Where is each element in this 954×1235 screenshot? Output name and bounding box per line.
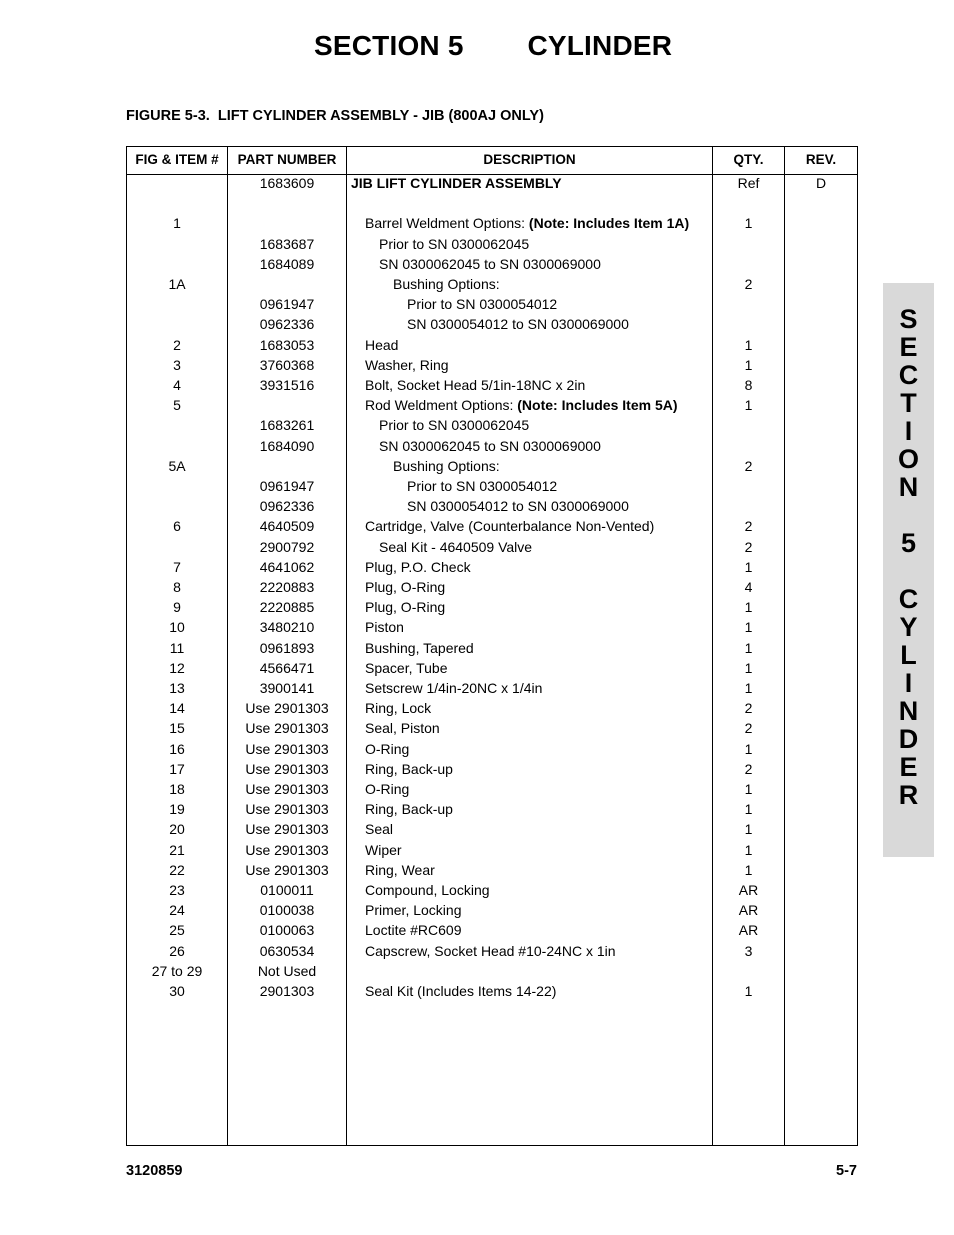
fig-item-cell: 6 xyxy=(173,518,181,535)
part-number-cell: 0100011 xyxy=(260,882,314,898)
description-text: SN 0300054012 to SN 0300069000 xyxy=(407,498,629,515)
description-text: Bolt, Socket Head 5/1in-18NC x 2in xyxy=(365,377,586,393)
quantity-cell: 3 xyxy=(744,942,753,959)
fig-item-cell: 16 xyxy=(169,740,185,757)
quantity-cell: AR xyxy=(738,902,759,919)
table-row xyxy=(127,759,857,779)
fig-item-cell: 17 xyxy=(169,760,185,777)
part-number-cell: 0961893 xyxy=(259,639,315,656)
description-cell xyxy=(365,718,440,738)
description-cell xyxy=(365,355,449,375)
description-text: Ring, Wear xyxy=(365,861,435,878)
description-text: Prior to SN 0300062045 xyxy=(379,417,530,434)
fig-item-cell: 7 xyxy=(173,558,181,575)
column-header-part-number: PART NUMBER xyxy=(237,152,337,167)
fig-item-cell: 19 xyxy=(169,801,185,818)
table-row xyxy=(127,516,857,536)
part-number-cell: 3900141 xyxy=(259,680,315,696)
description-cell xyxy=(365,516,654,536)
table-row xyxy=(127,395,857,415)
side-tab-letter: I xyxy=(904,416,913,446)
description-text: Prior to SN 0300054012 xyxy=(407,296,558,313)
side-tab-letter: T xyxy=(900,388,917,418)
quantity-cell: 1 xyxy=(744,841,753,858)
quantity-cell: 1 xyxy=(744,599,753,616)
quantity-cell: 2 xyxy=(744,457,753,474)
fig-item-cell: 1A xyxy=(168,276,186,292)
table-row xyxy=(127,900,857,920)
description-cell xyxy=(407,476,557,496)
fig-item-cell: 23 xyxy=(169,882,185,898)
description-text: Loctite #RC609 xyxy=(365,922,462,939)
description-cell xyxy=(365,739,409,759)
fig-item-cell: 20 xyxy=(169,821,185,838)
part-number-cell: 0630534 xyxy=(259,942,315,959)
fig-item-cell: 13 xyxy=(169,680,185,696)
description-text: Seal Kit - 4640509 Valve xyxy=(379,538,533,555)
table-row xyxy=(127,254,857,274)
fig-item-cell: 3 xyxy=(173,356,181,373)
quantity-cell: 1 xyxy=(744,356,753,373)
quantity-cell: 1 xyxy=(744,215,753,232)
fig-item-cell: 10 xyxy=(169,619,185,636)
part-number-cell: 1684089 xyxy=(259,255,315,272)
part-number-cell: 0962336 xyxy=(259,498,315,515)
part-number-cell: Use 2901303 xyxy=(245,781,329,797)
description-text: Bushing, Tapered xyxy=(365,639,474,656)
description-text: Prior to SN 0300054012 xyxy=(407,478,558,494)
description-text: Spacer, Tube xyxy=(365,659,448,676)
table-row xyxy=(127,436,857,456)
description-cell xyxy=(407,314,629,334)
description-note: (Note: Includes Item 5A) xyxy=(517,397,678,414)
description-cell xyxy=(365,819,393,839)
quantity-cell: AR xyxy=(738,882,759,898)
description-cell xyxy=(379,254,601,274)
table-row xyxy=(127,819,857,839)
side-tab-letter: 5 xyxy=(900,528,917,558)
part-number-cell: 1683687 xyxy=(259,235,315,252)
description-cell xyxy=(351,173,562,193)
quantity-cell: 1 xyxy=(744,781,753,797)
quantity-cell: 1 xyxy=(744,659,753,676)
description-text: Ring, Back-up xyxy=(365,801,453,818)
description-cell xyxy=(365,698,431,718)
quantity-cell: 2 xyxy=(744,760,753,777)
description-cell xyxy=(365,335,398,355)
side-tab-letter: S xyxy=(899,304,918,334)
quantity-cell: 1 xyxy=(744,680,753,696)
part-number-cell: 2220883 xyxy=(259,579,315,595)
description-cell xyxy=(365,880,490,900)
side-tab-letter: N xyxy=(898,472,919,502)
description-text: Ring, Lock xyxy=(365,700,432,717)
quantity-cell: 1 xyxy=(744,397,753,414)
description-text: Setscrew 1/4in-20NC x 1/4in xyxy=(365,680,543,696)
table-row xyxy=(127,840,857,860)
fig-item-cell: 11 xyxy=(169,639,185,656)
description-cell xyxy=(407,294,557,314)
description-text: Seal xyxy=(365,821,394,838)
description-text: Plug, O-Ring xyxy=(365,599,446,616)
table-row xyxy=(127,638,857,658)
quantity-cell: 2 xyxy=(744,518,753,535)
description-text: JIB LIFT CYLINDER ASSEMBLY xyxy=(351,175,562,191)
column-header-qty: QTY. xyxy=(733,152,764,167)
description-note: (Note: Includes Item 1A) xyxy=(528,215,690,232)
quantity-cell: 1 xyxy=(744,619,753,636)
description-cell xyxy=(393,456,500,476)
quantity-cell: 1 xyxy=(744,983,753,999)
quantity-cell: 1 xyxy=(744,558,753,575)
description-text: O-Ring xyxy=(365,781,410,797)
fig-item-cell: 21 xyxy=(169,841,185,858)
description-text: O-Ring xyxy=(365,740,410,757)
part-number-cell: 1683609 xyxy=(259,175,315,191)
table-row xyxy=(127,920,857,940)
side-tab-letter: C xyxy=(898,360,919,390)
description-text: Washer, Ring xyxy=(365,356,449,373)
description-cell xyxy=(365,920,462,940)
quantity-cell: 1 xyxy=(744,639,753,656)
fig-item-cell: 5 xyxy=(173,397,181,414)
section-side-tab xyxy=(883,283,934,857)
quantity-cell: 1 xyxy=(744,336,753,353)
part-number-cell: Use 2901303 xyxy=(245,700,329,717)
fig-item-cell: 27 to 29 xyxy=(151,962,203,979)
quantity-cell: 2 xyxy=(744,538,753,555)
table-row xyxy=(127,658,857,678)
part-number-cell: 2900792 xyxy=(259,538,315,555)
table-row xyxy=(127,678,857,698)
part-number-cell: 0961947 xyxy=(259,296,315,313)
description-cell xyxy=(365,638,474,658)
description-cell xyxy=(365,900,461,920)
quantity-cell: 4 xyxy=(744,579,753,595)
quantity-cell: 1 xyxy=(744,861,753,878)
description-cell xyxy=(365,779,409,799)
quantity-cell: Ref xyxy=(737,175,760,191)
table-row xyxy=(127,537,857,557)
description-cell xyxy=(365,375,585,395)
quantity-cell: 1 xyxy=(744,801,753,818)
part-number-cell: 3480210 xyxy=(259,619,315,636)
side-tab-letter: E xyxy=(899,752,918,782)
side-tab-letter: E xyxy=(899,332,918,362)
column-header-description: DESCRIPTION xyxy=(483,152,576,167)
table-row xyxy=(127,294,857,314)
section-title: SECTION 5 CYLINDER xyxy=(314,30,673,61)
quantity-cell: 2 xyxy=(744,700,753,717)
part-number-cell: 1684090 xyxy=(259,437,315,454)
table-row xyxy=(127,617,857,637)
table-row xyxy=(127,779,857,799)
description-text: Seal Kit (Includes Items 14-22) xyxy=(365,983,557,999)
quantity-cell: 1 xyxy=(744,740,753,757)
part-number-cell: Not Used xyxy=(257,962,317,979)
part-number-cell: 2220885 xyxy=(259,599,315,616)
part-number-cell: Use 2901303 xyxy=(245,861,329,878)
document-number: 3120859 xyxy=(126,1163,183,1179)
column-header-fig: FIG & ITEM # xyxy=(135,152,219,167)
description-cell xyxy=(365,981,556,1001)
description-cell xyxy=(365,840,402,860)
fig-item-cell: 15 xyxy=(169,720,185,737)
fig-item-cell: 4 xyxy=(173,377,181,393)
fig-item-cell: 18 xyxy=(169,781,185,797)
description-cell xyxy=(365,799,453,819)
part-number-cell: 1683053 xyxy=(259,336,315,353)
fig-item-cell: 25 xyxy=(169,922,185,939)
fig-item-cell: 26 xyxy=(169,942,185,959)
side-tab-letter: I xyxy=(904,668,913,698)
fig-item-cell: 12 xyxy=(169,659,185,676)
side-tab-letter: L xyxy=(900,640,917,670)
description-cell xyxy=(365,658,448,678)
side-tab-letter: Y xyxy=(899,612,918,642)
table-row xyxy=(127,274,857,294)
description-text: Rod Weldment Options: xyxy=(365,397,518,414)
fig-item-cell: 1 xyxy=(173,215,181,232)
side-tab-letter: D xyxy=(898,724,919,754)
table-row xyxy=(127,234,857,254)
part-number-cell: Use 2901303 xyxy=(245,740,329,757)
part-number-cell: Use 2901303 xyxy=(245,821,329,838)
table-row xyxy=(127,739,857,759)
revision-cell: D xyxy=(815,175,827,191)
part-number-cell: 0961947 xyxy=(259,478,315,494)
column-header-rev: REV. xyxy=(805,152,837,167)
description-text: Plug, O-Ring xyxy=(365,579,446,595)
description-cell xyxy=(365,617,404,637)
quantity-cell: AR xyxy=(738,922,759,939)
description-text: Bushing Options: xyxy=(393,457,500,474)
part-number-cell: Use 2901303 xyxy=(245,760,329,777)
description-text: Head xyxy=(365,336,399,353)
description-cell xyxy=(365,597,445,617)
table-row xyxy=(127,496,857,516)
description-cell xyxy=(379,415,529,435)
description-text: Primer, Locking xyxy=(365,902,462,919)
part-number-cell: 0100063 xyxy=(259,922,315,939)
parts-table xyxy=(126,146,858,1146)
part-number-cell: 1683261 xyxy=(259,417,315,434)
description-text: SN 0300062045 to SN 0300069000 xyxy=(379,437,601,454)
table-row xyxy=(127,415,857,435)
fig-item-cell: 5A xyxy=(168,457,186,474)
table-row xyxy=(127,799,857,819)
description-cell xyxy=(365,395,678,415)
part-number-cell: 3931516 xyxy=(259,377,315,393)
part-number-cell: 4641062 xyxy=(259,558,315,575)
side-tab-letter: N xyxy=(898,696,919,726)
table-row xyxy=(127,718,857,738)
fig-item-cell: 22 xyxy=(169,861,185,878)
table-row xyxy=(127,577,857,597)
table-row xyxy=(127,213,857,233)
figure-title: FIGURE 5-3. LIFT CYLINDER ASSEMBLY - JIB (800AJ ONLY) xyxy=(126,108,544,124)
description-cell xyxy=(365,941,616,961)
table-row xyxy=(127,880,857,900)
part-number-cell: Use 2901303 xyxy=(245,801,329,818)
table-row xyxy=(127,698,857,718)
description-text: SN 0300062045 to SN 0300069000 xyxy=(379,255,601,272)
description-text: Piston xyxy=(365,619,404,636)
part-number-cell: 4566471 xyxy=(259,659,315,676)
description-cell xyxy=(379,436,601,456)
description-cell xyxy=(365,213,689,233)
description-cell xyxy=(407,496,629,516)
part-number-cell: 0100038 xyxy=(259,902,315,919)
description-text: SN 0300054012 to SN 0300069000 xyxy=(407,316,629,333)
fig-item-cell: 2 xyxy=(173,336,181,353)
description-cell xyxy=(379,234,529,254)
fig-item-cell: 30 xyxy=(169,983,185,999)
part-number-cell: 4640509 xyxy=(259,518,315,535)
part-number-cell: 0962336 xyxy=(259,316,315,333)
part-number-cell: Use 2901303 xyxy=(245,841,329,858)
description-text: Capscrew, Socket Head #10-24NC x 1in xyxy=(365,942,616,959)
table-row xyxy=(127,173,857,193)
description-cell xyxy=(393,274,500,294)
description-text: Cartridge, Valve (Counterbalance Non-Vented) xyxy=(365,518,655,535)
description-text: Barrel Weldment Options: xyxy=(365,215,529,232)
part-number-cell: 2901303 xyxy=(259,983,315,999)
table-row xyxy=(127,557,857,577)
description-text: Bushing Options: xyxy=(393,276,500,292)
description-cell xyxy=(365,860,435,880)
quantity-cell: 2 xyxy=(744,720,753,737)
description-text: Ring, Back-up xyxy=(365,760,453,777)
description-cell xyxy=(365,678,542,698)
part-number-cell: Use 2901303 xyxy=(245,720,329,737)
description-text: Prior to SN 0300062045 xyxy=(379,235,530,252)
fig-item-cell: 8 xyxy=(173,579,181,595)
quantity-cell: 1 xyxy=(744,821,753,838)
table-row xyxy=(127,597,857,617)
table-row xyxy=(127,335,857,355)
description-text: Compound, Locking xyxy=(365,882,490,898)
side-tab-letter: O xyxy=(897,444,919,474)
fig-item-cell: 14 xyxy=(169,700,185,717)
description-text: Plug, P.O. Check xyxy=(365,558,471,575)
description-cell xyxy=(365,759,453,779)
table-row xyxy=(127,456,857,476)
fig-item-cell: 9 xyxy=(173,599,181,616)
table-row xyxy=(127,941,857,961)
table-row xyxy=(127,375,857,395)
description-cell xyxy=(379,537,532,557)
table-row xyxy=(127,314,857,334)
table-row xyxy=(127,355,857,375)
table-row xyxy=(127,476,857,496)
table-row xyxy=(127,961,857,981)
description-cell xyxy=(365,577,445,597)
side-tab-letter: C xyxy=(898,584,919,614)
quantity-cell: 2 xyxy=(744,276,753,292)
side-tab-letter: R xyxy=(898,780,919,810)
description-text: Wiper xyxy=(365,841,402,858)
description-cell xyxy=(365,557,471,577)
fig-item-cell: 24 xyxy=(169,902,185,919)
quantity-cell: 8 xyxy=(744,377,753,393)
description-text: Seal, Piston xyxy=(365,720,440,737)
table-row xyxy=(127,981,857,1001)
table-row xyxy=(127,860,857,880)
page-number: 5-7 xyxy=(836,1163,857,1179)
part-number-cell: 3760368 xyxy=(259,356,315,373)
